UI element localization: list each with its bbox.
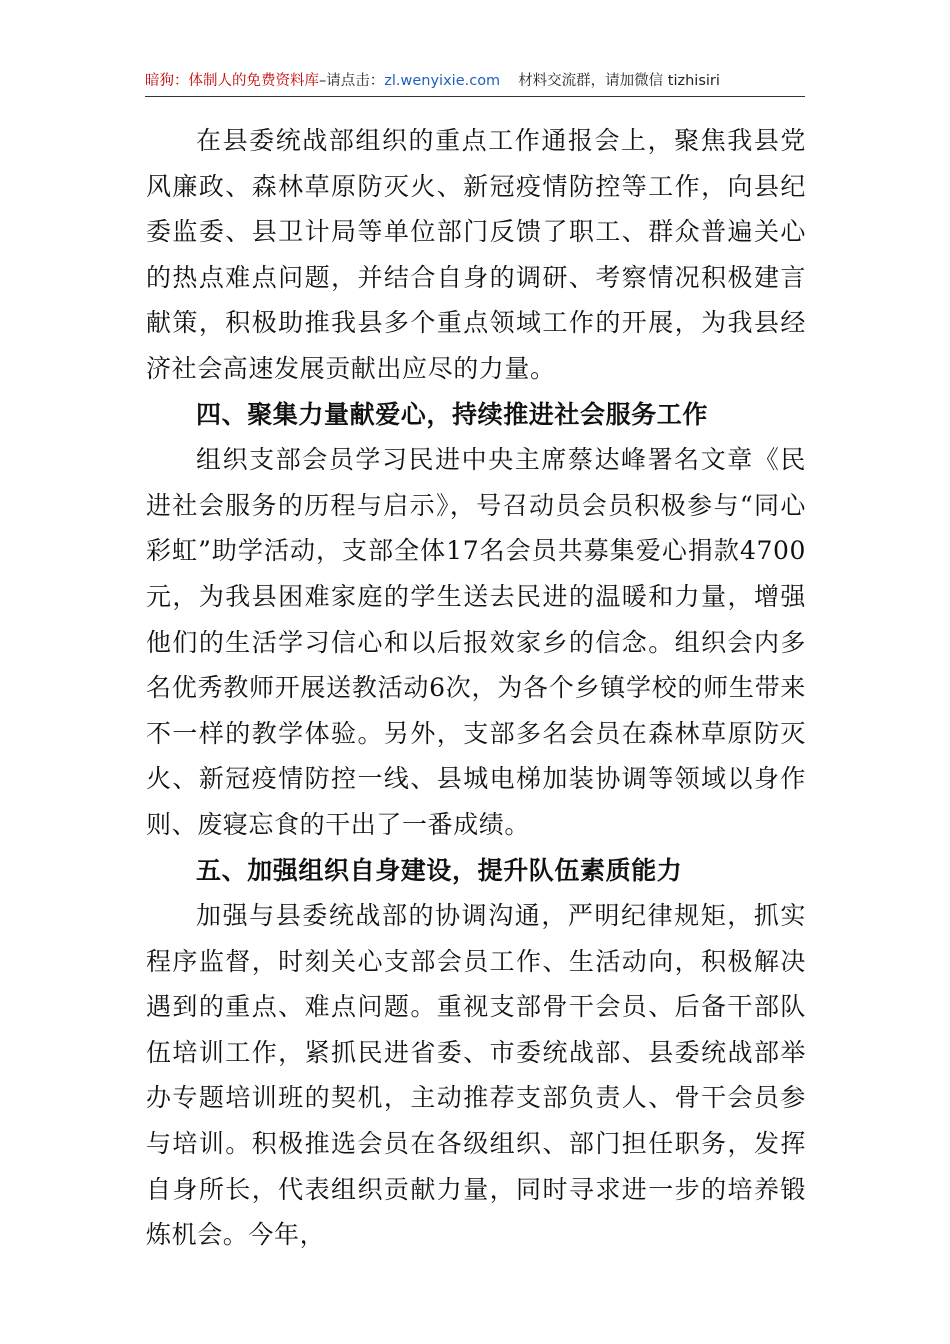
- paragraph-social-service: 组织支部会员学习民进中央主席蔡达峰署名文章《民进社会服务的历程与启示》，号召动员会员积极参与“同心彩虹”助学活动，支部全体17名会员共募集爱心捐款4700元，为我县困难家庭的学生送去民进的温暖和力量，增强他们的生活学习信心和以后报效家乡的信念。组织会内多名优秀教师开展送教活动6次，为各个乡镇学校的师生带来不一样的教学体验。另外，支部多名会员在森林草原防灭火、新冠疫情防控一线、县城电梯加装协调等领域以身作则、废寝忘食的干出了一番成绩。: [146, 445, 806, 839]
- section-heading-five: 五、加强组织自身建设，提升队伍素质能力: [196, 855, 683, 885]
- paragraph-organization-building: 加强与县委统战部的协调沟通，严明纪律规矩，抓实程序监督，时刻关心支部会员工作、生活动向，积极解决遇到的重点、难点问题。重视支部骨干会员、后备干部队伍培训工作，紧抓民进省委、市委统战部、县委统战部举办专题培训班的契机，主动推荐支部负责人、骨干会员参与培训。积极推选会员在各级组织、部门担任职务，发挥自身所长，代表组织贡献力量，同时寻求进一步的培养锻炼机会。今年，: [146, 901, 806, 1250]
- header-brand: 暗狗：体制人的免费资料库: [145, 73, 319, 89]
- section-heading-four: 四、聚集力量献爱心，持续推进社会服务工作: [196, 399, 709, 429]
- document-body: [146, 118, 806, 1258]
- page-header: [145, 70, 805, 97]
- header-wechat-text: 材料交流群，请加微信 tizhisiri: [518, 73, 720, 89]
- header-url-link[interactable]: zl.wenyixie.com: [384, 73, 501, 89]
- paragraph-report-meeting: 在县委统战部组织的重点工作通报会上，聚焦我县党风廉政、森林草原防灭火、新冠疫情防控等工作，向县纪委监委、县卫计局等单位部门反馈了职工、群众普遍关心的热点难点问题，并结合自身的调研、考察情况积极建言献策，积极助推我县多个重点领域工作的开展，为我县经济社会高速发展贡献出应尽的力量。: [146, 126, 806, 383]
- header-click-label: –请点击：: [319, 73, 385, 89]
